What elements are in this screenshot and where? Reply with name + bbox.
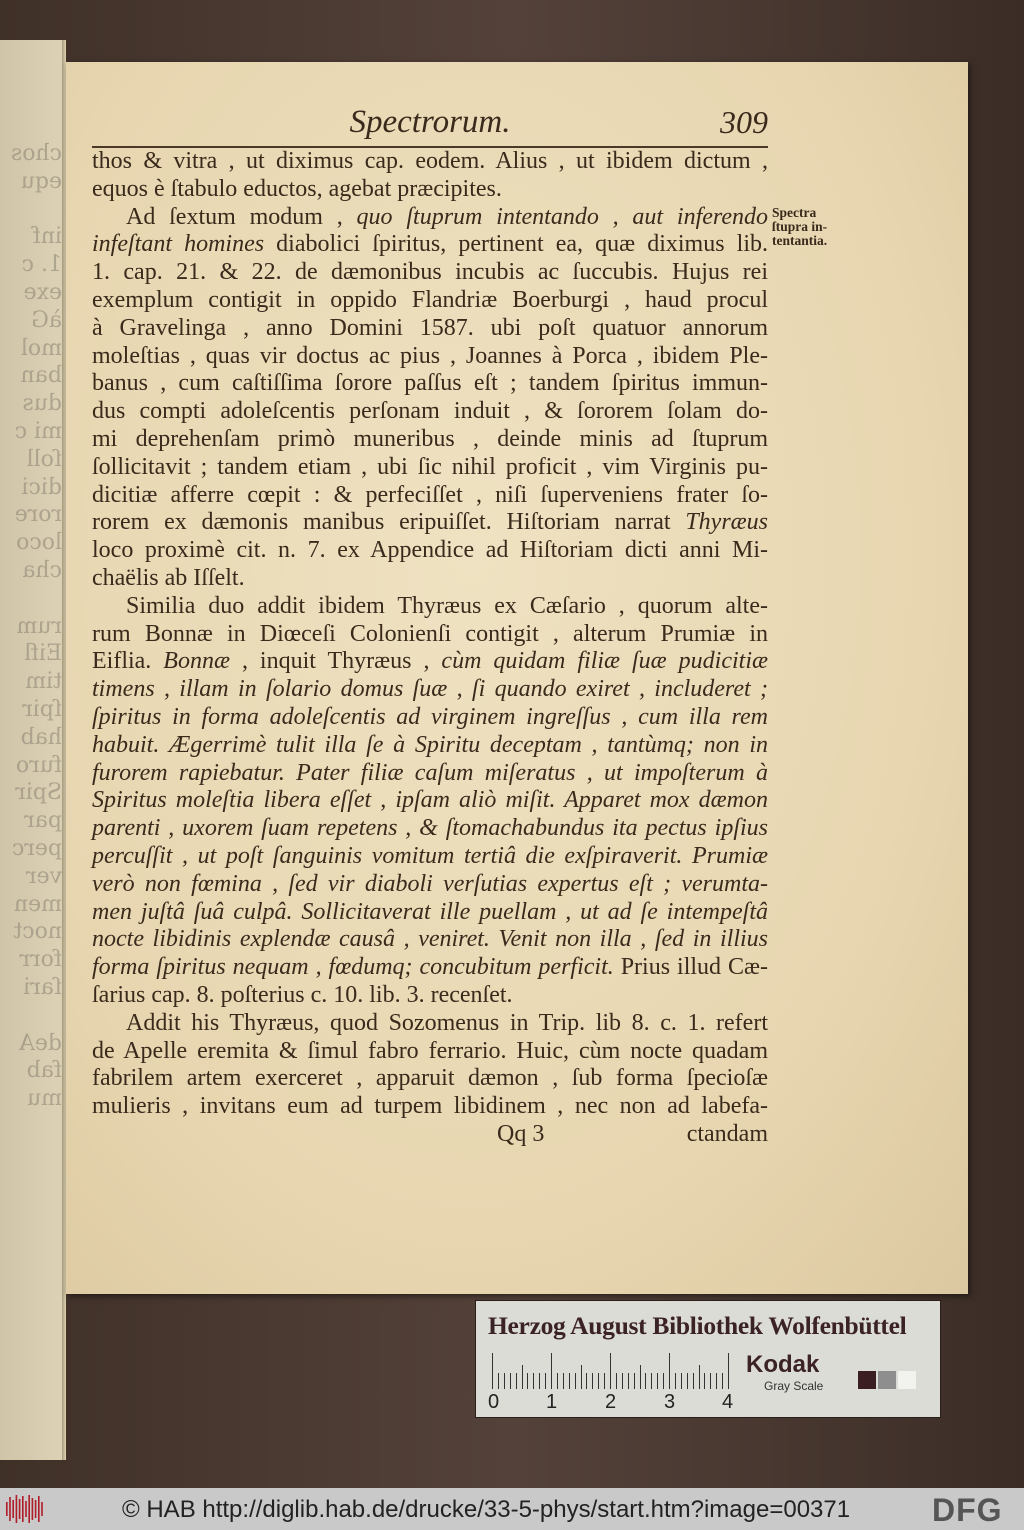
show-through-fragment: àG: [31, 307, 62, 333]
ruler-tick: [551, 1353, 552, 1389]
text-line: [92, 621, 768, 649]
ruler-tick: [557, 1373, 558, 1389]
ruler-tick: [563, 1373, 564, 1389]
text-line: [92, 509, 768, 537]
catchword: ctandam: [686, 1120, 768, 1147]
gray-scale-label: Gray Scale: [764, 1379, 824, 1393]
running-title: Spectrorum.: [349, 104, 511, 140]
ruler-tick: [687, 1373, 688, 1389]
gray-patch-mid: [878, 1371, 896, 1389]
text-line: [92, 537, 768, 565]
ruler-tick: [533, 1373, 534, 1389]
ruler-tick: [586, 1373, 587, 1389]
text-segment: fabrilem artem exerceret , apparuit dæmon , ſub forma ſpecioſæ: [92, 1065, 768, 1092]
dfg-logo: DFG: [932, 1492, 1003, 1528]
show-through-fragment: mu: [26, 1086, 62, 1112]
text-segment: Eiflia.: [92, 648, 164, 675]
text-line: [92, 176, 768, 204]
text-line: [92, 204, 768, 232]
logo-bar: [41, 1502, 43, 1516]
show-through-fragment: loco: [16, 530, 62, 556]
italic-text-segment: verò non fœmina , ſed vir diaboli verſutias expertus eſt ; verumta-: [92, 870, 768, 897]
text-line: [92, 926, 768, 954]
copyright-url[interactable]: © HAB http://diglib.hab.de/drucke/33-5-phys/start.htm?image=00371: [122, 1496, 851, 1523]
ruler-number: 0: [488, 1391, 500, 1413]
text-segment: banus , cum caſtiſſima ſorore paſſus eſt ; tandem ſpiritus immun-: [92, 370, 768, 397]
text-line: [92, 287, 768, 315]
logo-bar: [38, 1496, 40, 1522]
ruler-tick: [645, 1373, 646, 1389]
show-through-fragment: perc: [12, 835, 62, 861]
italic-text-segment: nocte libidinis explendæ causâ , veniret. Venit non illa , ſed in illius: [92, 926, 768, 953]
text-segment: Addit his Thyræus, quod Sozomenus in Trip. lib 8. c. 1. refert: [126, 1009, 768, 1036]
logo-bar: [12, 1500, 14, 1518]
show-through-fragment: equ: [20, 168, 62, 194]
show-through-fragment: men: [13, 891, 62, 917]
ruler-tick: [539, 1373, 540, 1389]
ruler-tick: [522, 1365, 523, 1389]
signature-mark: Qq 3: [497, 1120, 545, 1147]
show-through-fragment: dici: [21, 474, 62, 500]
ruler-tick: [616, 1373, 617, 1389]
text-segment: ſarius cap. 8. poſterius c. 10. lib. 3. recenſet.: [92, 981, 513, 1008]
text-segment: chaëlis ab Iſſelt.: [92, 564, 245, 591]
scale-ruler: [492, 1353, 732, 1389]
text-segment: Similia duo addit ibidem Thyræus ex Cæſario , quorum alte-: [126, 592, 768, 619]
text-segment: mi deprehenſam primò muneribus , deinde minis ad ſtuprum: [92, 425, 768, 452]
text-segment: exemplum contigit in oppido Flandriæ Boerburgi , haud procul: [92, 286, 768, 313]
logo-bar: [6, 1502, 8, 1516]
logo-bar: [22, 1496, 24, 1522]
text-line: [92, 1038, 768, 1066]
text-line: [92, 454, 768, 482]
text-line: [92, 565, 768, 593]
ruler-tick: [498, 1373, 499, 1389]
text-segment: à Gravelinga , anno Domini 1587. ubi poſt quatuor annorum: [92, 314, 768, 341]
text-line: [92, 426, 768, 454]
show-through-fragment: hab: [20, 724, 62, 750]
margin-note-line: tentantia.: [772, 233, 828, 248]
ruler-tick: [504, 1373, 505, 1389]
logo-bar: [25, 1501, 27, 1517]
italic-text-segment: habuit. Ægerrimè tulit illa ſe à Spiritu deceptam , tantùmq; non in: [92, 731, 768, 758]
ruler-tick: [640, 1365, 641, 1389]
ruler-number: 4: [722, 1391, 734, 1413]
show-through-fragment: ver: [26, 863, 62, 889]
show-through-fragment: rum: [16, 613, 62, 639]
text-line: [92, 676, 768, 704]
show-through-fragment: ſoll: [26, 446, 62, 472]
show-through-fragment: inf: [32, 224, 62, 250]
ruler-tick: [722, 1373, 723, 1389]
logo-bar: [16, 1495, 18, 1523]
show-through-fragment: [2, 585, 62, 613]
ruler-tick: [510, 1373, 511, 1389]
ruler-tick: [675, 1373, 676, 1389]
ruler-tick: [604, 1373, 605, 1389]
show-through-fragment: chos: [10, 141, 62, 166]
text-segment: moleſtias , quas vir doctus ac pius , Joannes à Porca , ibidem Ple-: [92, 342, 768, 369]
ruler-tick: [545, 1373, 546, 1389]
italic-text-segment: infeſtant homines: [92, 231, 265, 258]
margin-note: [772, 206, 827, 248]
show-through-fragment: deA: [19, 1030, 62, 1056]
text-line: [92, 843, 768, 871]
signature-line: [92, 1121, 768, 1149]
running-head: [92, 104, 768, 144]
show-through-fragment: mi c: [14, 418, 62, 444]
show-through-fragment: [2, 1002, 62, 1030]
ruler-tick: [704, 1373, 705, 1389]
ruler-tick: [581, 1365, 582, 1389]
text-segment: Ad ſextum modum ,: [126, 203, 357, 230]
ruler-number: 1: [546, 1391, 558, 1413]
show-through-fragment: [2, 196, 62, 224]
text-line: [92, 1065, 768, 1093]
gray-patch-dark: [858, 1371, 876, 1389]
ruler-tick: [575, 1373, 576, 1389]
italic-text-segment: Spiritus moleſtia libera eſſet , ipſam aliò miſit. Apparet mox dæmon: [92, 787, 768, 814]
text-line: [92, 899, 768, 927]
page-body-text: [92, 148, 768, 1149]
show-through-fragment: par: [24, 808, 62, 834]
text-line: [92, 704, 768, 732]
italic-text-segment: ſpiritus in forma adoleſcentis ad virginem ingreſſus , cum illa rem: [92, 703, 768, 730]
ruler-tick: [622, 1373, 623, 1389]
text-segment: 1. cap. 21. & 22. de dæmonibus incubis ac ſuccubis. Hujus rei: [92, 259, 768, 286]
text-segment: rum Bonnæ in Diœceſi Colonienſi contigit , alterum Prumiæ in: [92, 620, 768, 647]
show-through-fragment: cha: [22, 557, 62, 583]
text-line: [92, 1093, 768, 1121]
ruler-tick: [716, 1373, 717, 1389]
kodak-logo: Kodak: [746, 1351, 820, 1378]
text-segment: loco proximè cit. n. 7. ex Appendice ad Hiſtoriam dicti anni Mi-: [92, 537, 768, 564]
italic-text-segment: timens , illam in ſolario domus ſuæ , ſi quando exiret , includeret ;: [92, 676, 768, 703]
library-name: Herzog August Bibliothek Wolfenbüttel: [488, 1311, 907, 1340]
show-through-fragment: Eifl: [24, 641, 62, 667]
text-line: [92, 370, 768, 398]
italic-text-segment: percuſſit , ut poſt ſanguinis vomitum tertiâ die exſpiraverit. Prumiæ: [92, 842, 768, 869]
text-segment: rorem ex dæmonis manibus eripuiſſet. Hiſtoriam narrat: [92, 509, 686, 536]
text-line: [92, 982, 768, 1010]
footer-bar: [0, 1488, 1024, 1530]
ruler-tick: [628, 1373, 629, 1389]
gray-patch-light: [898, 1371, 916, 1389]
text-segment: equos è ſtabulo eductos, agebat præcipites.: [92, 175, 502, 202]
text-line: [92, 315, 768, 343]
text-line: [92, 1010, 768, 1038]
text-line: [92, 259, 768, 287]
text-segment: Prius illud Cæ-: [613, 954, 769, 981]
text-line: [92, 760, 768, 788]
show-through-fragment: fab: [26, 1058, 62, 1084]
text-line: [92, 648, 768, 676]
text-segment: dus compti adoleſcentis perſonam induit , & ſororem ſolam do-: [92, 398, 768, 425]
logo-bar: [19, 1499, 21, 1519]
ruler-tick: [598, 1373, 599, 1389]
show-through-fragment: 1. c: [21, 252, 62, 278]
show-through-fragment: Spir: [15, 780, 62, 806]
text-segment: ſollicitavit ; tandem etiam , ubi ſic nihil proficit , vim Virginis pu-: [92, 453, 768, 480]
hab-logo-icon: [4, 1494, 46, 1524]
logo-bar: [35, 1500, 37, 1518]
show-through-fragment: furo: [15, 752, 62, 778]
ruler-tick: [669, 1353, 670, 1389]
show-through-text: [2, 140, 62, 1113]
show-through-fragment: rore: [14, 502, 62, 528]
text-segment: , inquit Thyræus ,: [229, 648, 442, 675]
ruler-tick: [728, 1353, 729, 1389]
ruler-tick: [527, 1373, 528, 1389]
show-through-fragment: forr: [19, 947, 62, 973]
italic-text-segment: Thyræus: [685, 509, 768, 536]
text-line: [92, 954, 768, 982]
show-through-fragment: mol: [20, 335, 62, 361]
text-line: [92, 732, 768, 760]
text-segment: thos & vitra , ut diximus cap. eodem. Alius , ut ibidem dictum ,: [92, 148, 768, 174]
text-line: [92, 787, 768, 815]
library-color-target: [475, 1300, 941, 1418]
show-through-fragment: exe: [23, 279, 62, 305]
ruler-tick: [492, 1353, 493, 1389]
margin-note-line: ſtupra in-: [772, 219, 828, 234]
margin-note-line: Spectra: [772, 205, 817, 220]
italic-text-segment: men juſtâ ſuâ culpâ. Sollicitaverat ille puellam , ut ad ſe intempeſtâ: [92, 898, 768, 925]
logo-bar: [28, 1495, 30, 1523]
text-line: [92, 593, 768, 621]
italic-text-segment: parenti , uxorem ſuam repetens , & ſtomachabundus ita pectus ipſius: [92, 815, 768, 842]
text-segment: diabolici ſpiritus, pertinent ea, quæ diximus lib.: [264, 231, 768, 258]
show-through-fragment: ſpir: [22, 696, 62, 722]
ruler-tick: [699, 1365, 700, 1389]
text-segment: mulieris , invitans eum ad turpem libidinem , nec non ad labefa-: [92, 1093, 768, 1120]
text-line: [92, 398, 768, 426]
show-through-fragment: noct: [13, 919, 62, 945]
text-line: [92, 482, 768, 510]
ruler-number: 2: [605, 1391, 617, 1413]
show-through-fragment: ſari: [23, 974, 62, 1000]
show-through-fragment: tim: [25, 669, 62, 695]
italic-text-segment: cùm quidam filiæ ſuæ pudicitiæ: [441, 648, 768, 675]
text-segment: de Apelle eremita & ſimul fabro ferrario. Huic, cùm nocte quadam: [92, 1037, 768, 1064]
ruler-tick: [592, 1373, 593, 1389]
text-line: [92, 815, 768, 843]
ruler-tick: [651, 1373, 652, 1389]
text-line: [92, 343, 768, 371]
previous-page-edge: [0, 40, 64, 1460]
ruler-tick: [610, 1353, 611, 1389]
ruler-tick: [516, 1373, 517, 1389]
ruler-tick: [681, 1373, 682, 1389]
italic-text-segment: Bonnæ: [163, 648, 230, 675]
ruler-tick: [657, 1373, 658, 1389]
text-line: [92, 871, 768, 899]
logo-bar: [9, 1497, 11, 1521]
italic-text-segment: quo ſtuprum intentando , aut inferendo: [356, 203, 768, 230]
text-line: [92, 231, 768, 259]
ruler-number: 3: [664, 1391, 676, 1413]
ruler-tick: [634, 1373, 635, 1389]
ruler-tick: [710, 1373, 711, 1389]
page-number: 309: [720, 104, 768, 140]
show-through-fragment: dus: [22, 391, 62, 417]
logo-bar: [32, 1498, 34, 1520]
italic-text-segment: furorem rapiebatur. Pater filiæ caſum miſeratus , ut impoſterum à: [92, 759, 768, 786]
text-segment: dicitiæ afferre cœpit : & perfeciſſet , niſi ſuperveniens frater ſo-: [92, 481, 768, 508]
ruler-tick: [663, 1373, 664, 1389]
italic-text-segment: forma ſpiritus nequam , fœdumq; concubitum perficit.: [92, 954, 614, 981]
show-through-fragment: ban: [20, 363, 62, 389]
text-line: [92, 148, 768, 176]
ruler-tick: [569, 1373, 570, 1389]
ruler-tick: [693, 1373, 694, 1389]
